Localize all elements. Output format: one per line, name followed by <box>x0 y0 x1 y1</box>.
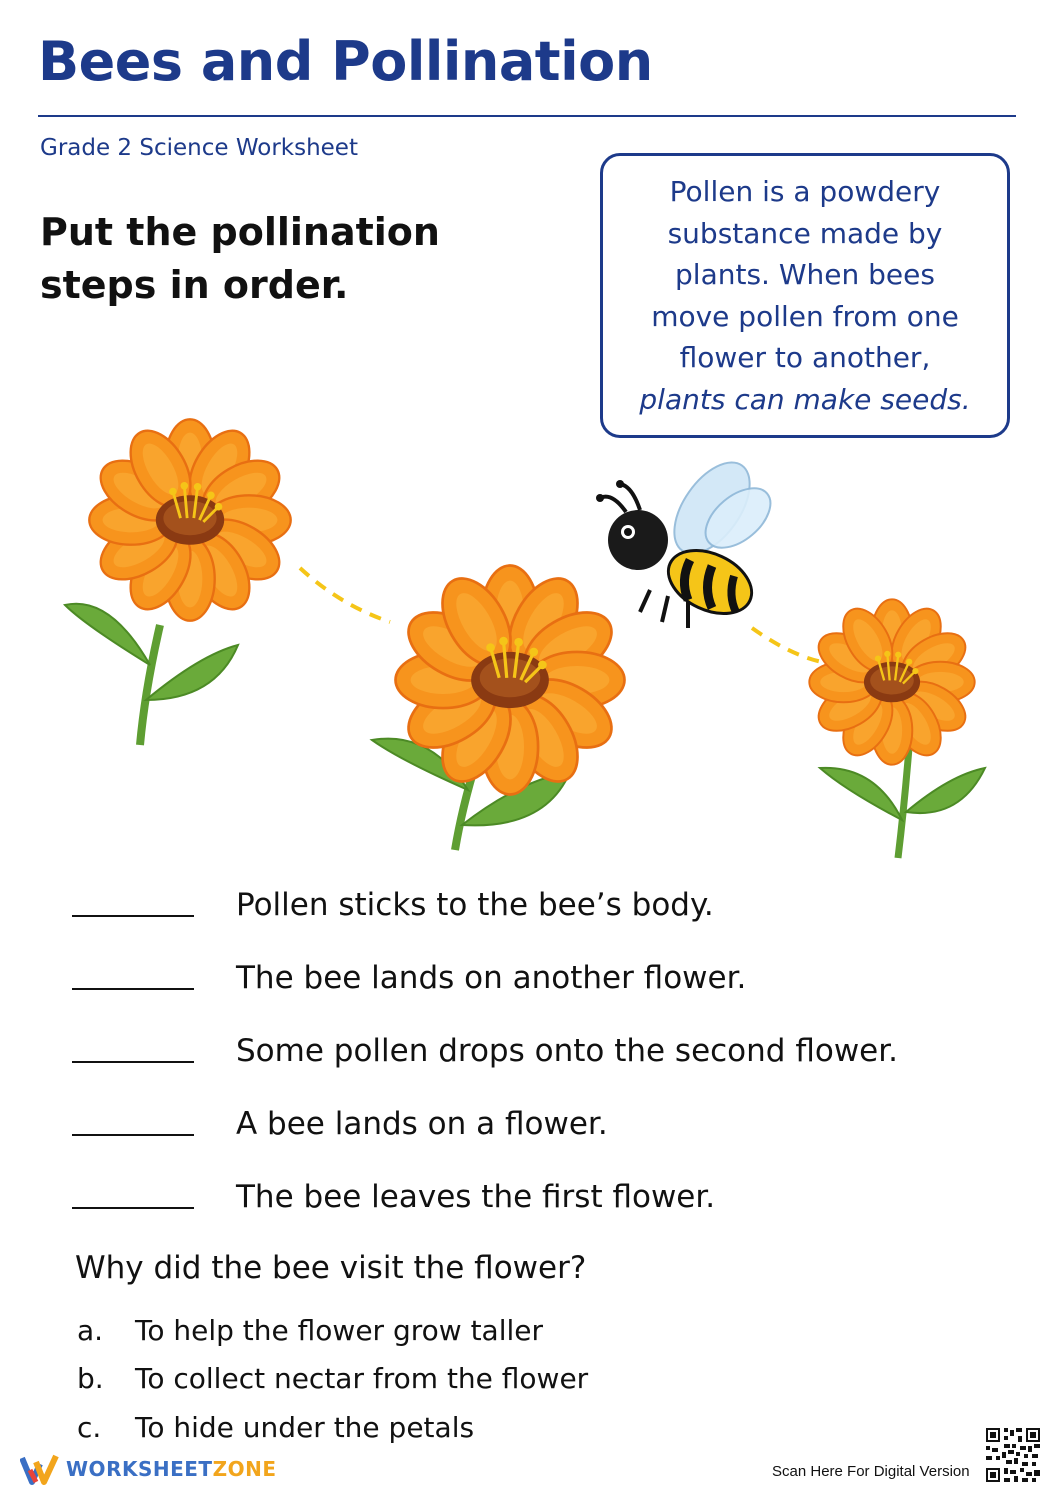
pollen-trail <box>752 628 822 662</box>
scan-caption: Scan Here For Digital Version <box>772 1463 970 1480</box>
answer-blank[interactable] <box>72 1134 194 1136</box>
page-title: Bees and Pollination <box>38 30 653 93</box>
step-text: The bee lands on another flower. <box>236 959 747 996</box>
options-list <box>77 1306 588 1452</box>
pollen-trail <box>300 568 390 622</box>
option-letter: a. <box>77 1313 104 1347</box>
info-text <box>639 171 970 420</box>
instruction-text: Put the pollination steps in order. <box>40 210 440 307</box>
answer-blank[interactable] <box>72 915 194 917</box>
brand-logo <box>20 1452 276 1486</box>
option-letter: b. <box>77 1362 104 1396</box>
info-line: Pollen is a powdery <box>669 175 941 208</box>
flower-icon <box>809 599 985 858</box>
step-item <box>72 1160 898 1233</box>
option-text: To collect nectar from the flower <box>135 1362 589 1396</box>
option-item[interactable] <box>77 1306 588 1355</box>
page-subtitle: Grade 2 Science Worksheet <box>40 135 358 161</box>
pollination-illustration <box>0 400 1055 870</box>
step-text: Some pollen drops onto the second flower. <box>236 1032 899 1069</box>
step-item <box>72 868 898 941</box>
info-line: substance made by <box>667 216 943 250</box>
option-text: To help the flower grow taller <box>135 1313 543 1347</box>
question-text: Why did the bee visit the flower? <box>75 1250 587 1286</box>
info-line: flower to another, <box>679 341 931 374</box>
flower-icon <box>372 566 624 850</box>
info-line: plants can make seeds. <box>639 382 971 416</box>
flower-icon <box>65 419 291 745</box>
info-box <box>600 153 1010 438</box>
step-text: A bee lands on a flower. <box>236 1105 608 1142</box>
info-line: plants. When bees <box>675 258 935 291</box>
step-text: The bee leaves the first flower. <box>236 1178 716 1215</box>
qr-code-icon[interactable] <box>984 1426 1042 1484</box>
answer-blank[interactable] <box>72 988 194 990</box>
step-text: Pollen sticks to the bee’s body. <box>236 886 714 923</box>
steps-list <box>72 868 898 1233</box>
title-divider <box>38 115 1016 117</box>
logo-icon <box>20 1452 60 1486</box>
info-line: move pollen from one <box>651 299 959 333</box>
option-item[interactable] <box>77 1355 588 1404</box>
step-item <box>72 1014 898 1087</box>
step-item <box>72 941 898 1014</box>
bee-icon <box>596 449 781 628</box>
option-item[interactable] <box>77 1403 588 1452</box>
option-letter: c. <box>77 1410 102 1444</box>
option-text: To hide under the petals <box>135 1410 475 1444</box>
brand-name: WORKSHEETZONE <box>66 1457 277 1481</box>
answer-blank[interactable] <box>72 1061 194 1063</box>
answer-blank[interactable] <box>72 1207 194 1209</box>
step-item <box>72 1087 898 1160</box>
